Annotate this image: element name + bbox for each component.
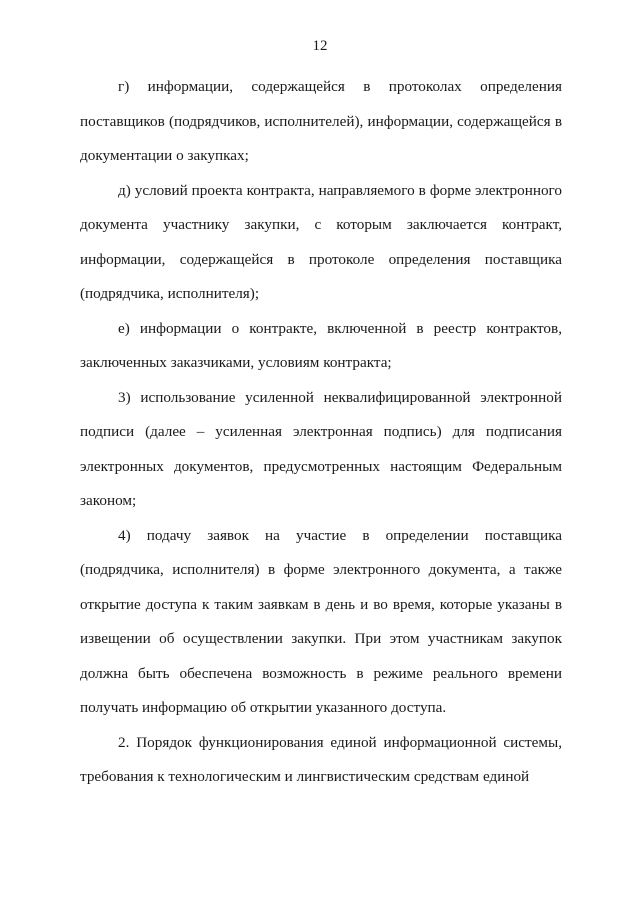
paragraph-item-g: г) информации, содержащейся в протоколах определения поставщиков (подрядчиков, исполнителей), информации, содержащейся в документации о закупках; bbox=[80, 78, 562, 164]
paragraph-section-2: 2. Порядок функционирования единой информационной системы, требования к технологическим и лингвистическим средствам единой bbox=[80, 733, 562, 785]
paragraph-item-d: д) условий проекта контракта, направляемого в форме электронного документа участнику закупки, с которым заключается контракт, информации, содержащейся в протоколе определения поставщика (подрядчика, исполнителя); bbox=[80, 181, 562, 302]
document-body bbox=[80, 70, 562, 795]
page-number: 12 bbox=[312, 38, 328, 54]
paragraph-item-3: 3) использование усиленной неквалифицированной электронной подписи (далее – усиленная электронная подпись) для подписания электронных документов, предусмотренных настоящим Федеральным законом; bbox=[80, 388, 562, 509]
paragraph-item-e: е) информации о контракте, включенной в реестр контрактов, заключенных заказчиками, условиям контракта; bbox=[80, 319, 562, 371]
paragraph-item-4: 4) подачу заявок на участие в определении поставщика (подрядчика, исполнителя) в форме электронного документа, а также открытие доступа к таким заявкам в день и во время, которые указаны в извещении об осуществлении закупки. При этом участникам закупок должна быть обеспечена возможность в режиме реального времени получать информацию об открытии указанного доступа. bbox=[80, 526, 562, 716]
